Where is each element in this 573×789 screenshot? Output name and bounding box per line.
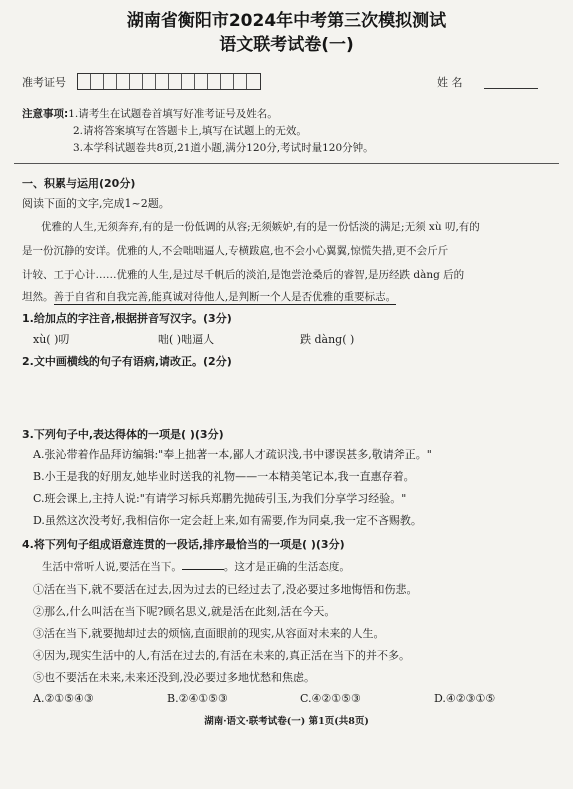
- exam-title: 湖南省衡阳市2024年中考第三次模拟测试: [126, 11, 447, 31]
- passage-line: 优雅的人生,无须奔弃,有的是一份低调的从容;无须嫉妒,有的是一份恬淡的满足;无须 xù 叨,有的: [41, 221, 480, 233]
- exam-id-label: 准考证号: [22, 76, 66, 89]
- q4-sentence: ②那么,什么叫活在当下呢?顾名思义,就是活在此刻,活在今天。: [33, 605, 336, 618]
- section-intro: 阅读下面的文字,完成1~2题。: [22, 197, 170, 210]
- passage-line: 是一份沉静的安详。优雅的人,不会咄咄逼人,专横跋扈,也不会小心翼翼,惊慌失措,更不会斤斤: [22, 245, 449, 257]
- q4-sentence: ⑤也不要活在未来,未来还没到,没必要过多地忧愁和焦虑。: [33, 671, 315, 684]
- notice-label: 注意事项:: [22, 108, 69, 120]
- q1-item-duo[interactable]: 咄( )咄逼人: [158, 333, 215, 346]
- q4-sentence: ③活在当下,就要抛却过去的烦恼,直面眼前的现实,从容面对未来的人生。: [33, 627, 385, 640]
- q3-option-d[interactable]: D.虽然这次没考好,我相信你一定会赶上来,如有需要,作为同桌,我一定不吝赐教。: [33, 514, 422, 527]
- q4-sentence: ④因为,现实生活中的人,有活在过去的,有活在未来的,真正活在当下的并不多。: [33, 649, 410, 662]
- passage-line: 计较、工于心计……优雅的人生,是过尽千帆后的淡泊,是饱尝沧桑后的睿智,是历经跌 dàng 后的: [22, 269, 465, 281]
- exam-subtitle: 语文联考试卷(一): [219, 35, 354, 55]
- q4-blank: [182, 559, 224, 570]
- section-heading: 一、积累与运用(20分): [22, 177, 136, 190]
- q4-choice-c[interactable]: C.④②①⑤③: [300, 692, 361, 705]
- q4-lead: 生活中常听人说,要活在当下。: [42, 561, 182, 573]
- name-field[interactable]: [484, 88, 538, 89]
- q3-option-b[interactable]: B.小王是我的好朋友,她毕业时送我的礼物——一本精美笔记本,我一直惠存着。: [33, 470, 415, 483]
- page-footer: 湖南·语文·联考试卷(一) 第1页(共8页): [204, 716, 369, 727]
- q4-lead-end: 。这才是正确的生活态度。: [223, 561, 350, 573]
- question-2-stem: 2.文中画横线的句子有语病,请改正。(2分): [22, 355, 232, 368]
- q4-choice-b[interactable]: B.②④①⑤③: [167, 692, 228, 705]
- q4-choice-a[interactable]: A.②①⑤④③: [33, 692, 94, 705]
- q4-sentence: ①活在当下,就不要活在过去,因为过去的已经过去了,没必要过多地悔悟和伤悲。: [33, 583, 418, 596]
- notice-item: 3.本学科试题卷共8页,21道小题,满分120分,考试时量120分钟。: [73, 142, 374, 154]
- question-3-stem: 3.下列句子中,表达得体的一项是( )(3分): [22, 428, 224, 441]
- divider: [14, 163, 559, 164]
- q3-option-a[interactable]: A.张沁带着作品拜访编辑:"奉上拙著一本,鄙人才疏识浅,书中谬误甚多,敬请斧正。": [33, 448, 432, 461]
- q3-option-c[interactable]: C.班会课上,主持人说:"有请学习标兵郑鹏先抛砖引玉,为我们分享学习经验。": [33, 492, 407, 505]
- notice-item: 2.请将答案填写在答题卡上,填写在试题上的无效。: [73, 125, 307, 137]
- question-4-stem: 4.将下列句子组成语意连贯的一段话,排序最恰当的一项是( )(3分): [22, 538, 345, 551]
- q1-item-dang[interactable]: 跌 dàng( ): [300, 333, 355, 346]
- passage-line: 坦然。: [22, 291, 54, 303]
- q4-choice-d[interactable]: D.④②③①⑤: [434, 692, 496, 705]
- name-label: 姓 名: [437, 76, 463, 89]
- q1-item-xu[interactable]: xù( )叨: [33, 333, 70, 346]
- underlined-sentence: 善于自省和自我完善,能真诚对待他人,是判断一个人是否优雅的重要标志。: [53, 291, 397, 303]
- exam-id-grid[interactable]: [77, 73, 261, 90]
- question-1-stem: 1.给加点的字注音,根据拼音写汉字。(3分): [22, 312, 232, 325]
- notice-item: 1.请考生在试题卷首填写好准考证号及姓名。: [68, 108, 278, 120]
